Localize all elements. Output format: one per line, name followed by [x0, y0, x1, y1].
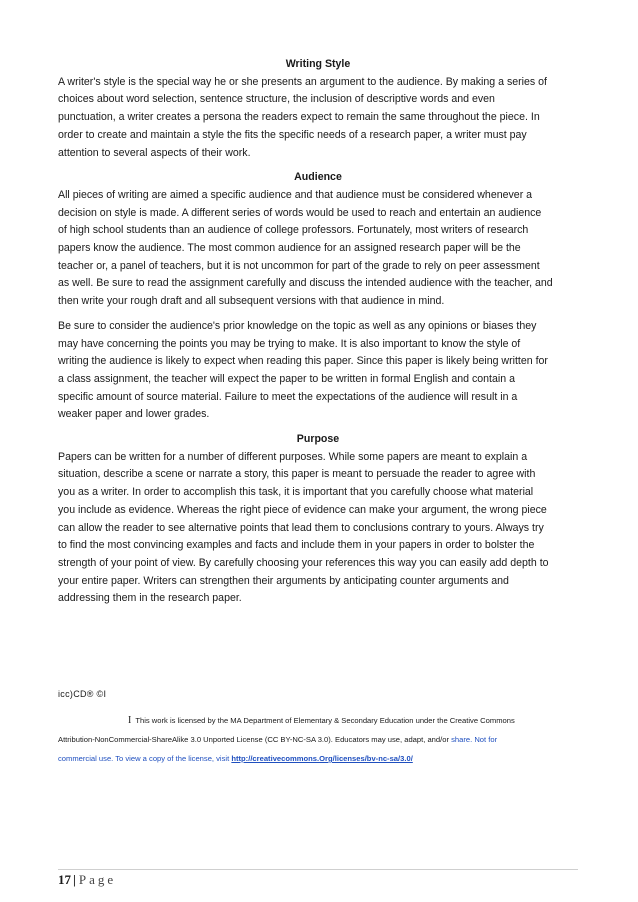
footer-divider [58, 869, 578, 870]
text-line: Be sure to consider the audience's prior knowledge on the topic as well as any opinions or biases they [58, 319, 537, 332]
text-line: strength of your point of view. By carefully choosing your references this way you can easily add depth to [58, 556, 549, 569]
text-line: a class assignment, the teacher will expect the paper to be written in formal English and contain a [58, 372, 515, 385]
page-number: 17 [58, 872, 71, 887]
text-line: then write your rough draft and all subsequent versions with that audience in mind. [58, 295, 445, 308]
license-text [58, 711, 578, 768]
text-line: can allow the reader to see alternative points that lead them to conclusions contrary to yours. Always try [58, 521, 544, 534]
license-block [58, 687, 578, 768]
text-line: attention to several aspects of their work. [58, 146, 251, 159]
main-content [58, 56, 578, 608]
text-line: to find the most convincing examples and facts and include them in your papers in order to bolster the [58, 539, 535, 552]
text-line: order to create and maintain a style the fits the specific needs of a research paper, a writer must pay [58, 128, 527, 141]
text-line: your entire paper. Writers can strengthen their arguments by anticipating counter arguments and [58, 574, 509, 587]
text-line: choices about word selection, sentence structure, the inclusion of descriptive words and even [58, 93, 495, 106]
license-line-1: This work is licensed by the MA Department of Elementary & Secondary Education under the Creative Commons [135, 716, 515, 725]
text-line: papers know the audience. The most common audience for an assigned research paper will be the [58, 242, 521, 255]
text-line: teacher or, a panel of teachers, but it is not uncommon for part of the grade to rely on peer assessment [58, 259, 540, 272]
text-line: writing the audience is likely to expect when reading this paper. Since this paper is likely being written for [58, 355, 548, 368]
text-line: addressing them in the research paper. [58, 592, 242, 605]
text-line: punctuation, a writer creates a persona the readers expect to remain the same throughout the piece. In [58, 111, 540, 124]
text-line: decision on style is made. A different series of words would be used to reach and entertain an audience [58, 206, 542, 219]
license-link[interactable]: http://creativecommons.Org/licenses/bv-nc-sa/3.0/ [231, 754, 413, 763]
text-line: weaker paper and lower grades. [58, 408, 210, 421]
paragraph-audience-2 [58, 318, 578, 424]
text-line: All pieces of writing are aimed a specific audience and that audience must be considered whenever a [58, 188, 533, 201]
text-line: may have concerning the points you may be trying to make. It is also important to know the style of [58, 337, 521, 350]
text-line: you include as evidence. Whereas the right piece of evidence can make your argument, the wrong piece [58, 503, 547, 516]
text-line: of high school students than an audience of college professors. Fortunately, most writers of research [58, 224, 529, 237]
heading-audience: Audience [294, 171, 342, 184]
text-line: as well. Be sure to read the assignment carefully and discuss the intended audience with the teacher, and [58, 277, 553, 290]
page-footer [58, 872, 116, 888]
paragraph-writing-style [58, 74, 578, 163]
text-line: you as a writer. In order to accomplish this task, it is important that you carefully choose what material [58, 486, 534, 499]
license-marker: I [128, 715, 132, 726]
heading-writing-style: Writing Style [285, 58, 351, 70]
text-line: A writer's style is the special way he or she presents an argument to the audience. By making a series of [58, 75, 547, 88]
text-line: specific amount of source material. Failure to meet the expectations of the audience will result in a [58, 390, 518, 403]
license-line-2: Attribution-NonCommercial-ShareAlike 3.0 Unported License (CC BY-NC-SA 3.0). Educators may use, adapt, and/or [58, 735, 449, 744]
license-line-3: commercial use. To view a copy of the license, visit [58, 754, 230, 763]
license-logo-text: icc)CD® ©I [58, 689, 107, 699]
paragraph-purpose [58, 449, 578, 608]
heading-purpose: Purpose [296, 433, 340, 446]
page-separator: | [73, 872, 76, 887]
text-line: Papers can be written for a number of different purposes. While some papers are meant to explain a [58, 450, 528, 463]
page-label: Page [78, 872, 117, 887]
text-line: situation, describe a scene or narrate a story, this paper is meant to persuade the reader to agree with [58, 468, 536, 481]
license-line-2-blue: share. Not for [451, 735, 498, 744]
paragraph-audience-1 [58, 187, 578, 311]
